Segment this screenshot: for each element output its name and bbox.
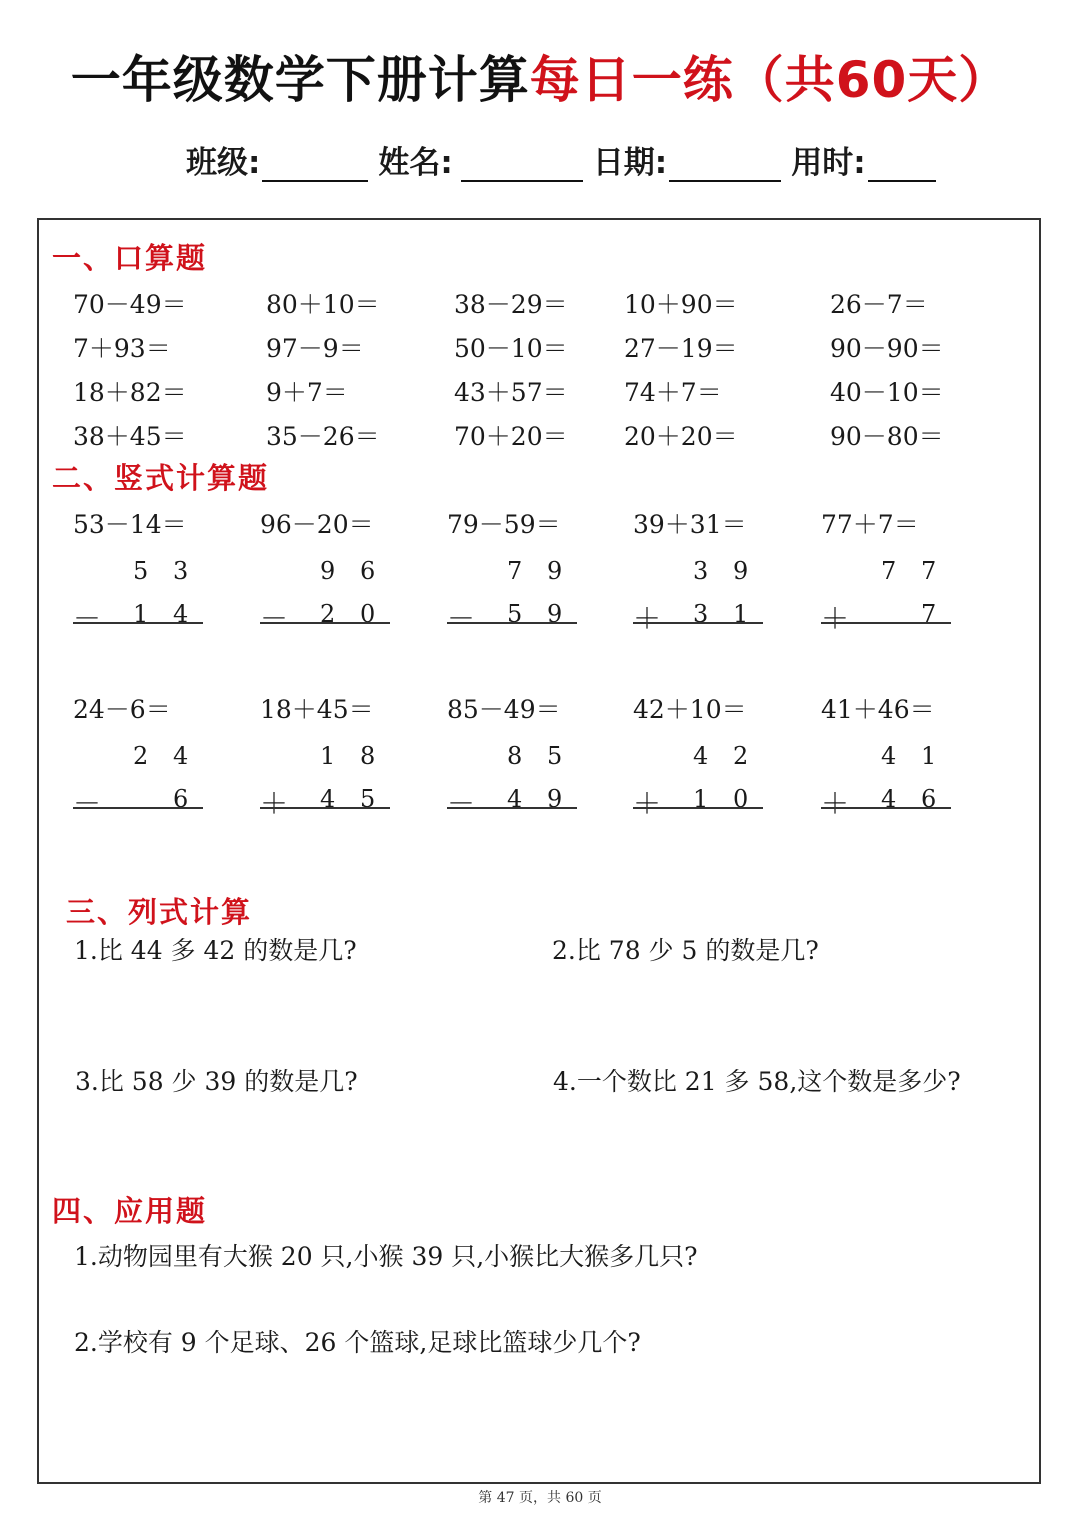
vertical-problem xyxy=(73,505,205,635)
bottom-ones-digit: 9 xyxy=(547,600,563,628)
bottom-ones-digit: 6 xyxy=(921,785,937,813)
class-label: 班级: xyxy=(186,145,261,181)
top-ones-digit: 9 xyxy=(733,557,749,585)
vertical-problem xyxy=(821,690,953,820)
bottom-ones-digit: 0 xyxy=(360,600,376,628)
student-info-line xyxy=(186,138,946,182)
list-question: 2.比 78 少 5 的数是几? xyxy=(552,936,819,965)
applied-question: 1.动物园里有大猴 20 只,小猴 39 只,小猴比大猴多几只? xyxy=(74,1242,698,1271)
answer-line xyxy=(633,622,763,624)
vertical-problem xyxy=(260,505,392,635)
bottom-ones-digit: 0 xyxy=(733,785,749,813)
operator-sign: ＋ xyxy=(633,787,662,820)
bottom-tens-digit: 4 xyxy=(320,785,336,813)
vertical-expression: 79－59＝ xyxy=(447,510,561,539)
vertical-expression: 85－49＝ xyxy=(447,695,561,724)
oral-problem: 26－7＝ xyxy=(830,290,928,319)
top-tens-digit: 1 xyxy=(320,742,336,770)
worksheet-title xyxy=(0,40,1080,112)
answer-line xyxy=(73,807,203,809)
oral-problem: 10＋90＝ xyxy=(624,290,738,319)
top-ones-digit: 2 xyxy=(733,742,749,770)
bottom-tens-digit: 4 xyxy=(507,785,523,813)
operator-sign: － xyxy=(447,602,476,635)
answer-line xyxy=(447,807,577,809)
list-question: 3.比 58 少 39 的数是几? xyxy=(75,1067,358,1096)
top-tens-digit: 3 xyxy=(693,557,709,585)
date-label: 日期: xyxy=(592,145,668,181)
oral-problem: 74＋7＝ xyxy=(624,378,722,407)
oral-problem: 18＋82＝ xyxy=(73,378,187,407)
vertical-expression: 39＋31＝ xyxy=(633,510,747,539)
date-field[interactable] xyxy=(669,146,781,182)
top-ones-digit: 8 xyxy=(360,742,376,770)
top-ones-digit: 9 xyxy=(547,557,563,585)
bottom-tens-digit: 1 xyxy=(133,600,149,628)
top-tens-digit: 7 xyxy=(507,557,523,585)
time-field[interactable] xyxy=(868,146,936,182)
bottom-ones-digit: 5 xyxy=(360,785,376,813)
top-ones-digit: 5 xyxy=(547,742,563,770)
operator-sign: ＋ xyxy=(633,602,662,635)
top-tens-digit: 4 xyxy=(693,742,709,770)
top-tens-digit: 7 xyxy=(881,557,897,585)
oral-problem: 70－49＝ xyxy=(73,290,187,319)
top-ones-digit: 1 xyxy=(921,742,937,770)
bottom-ones-digit: 6 xyxy=(173,785,189,813)
oral-problem: 40－10＝ xyxy=(830,378,944,407)
top-tens-digit: 2 xyxy=(133,742,149,770)
operator-sign: － xyxy=(447,787,476,820)
vertical-problem xyxy=(447,505,579,635)
answer-line xyxy=(73,622,203,624)
answer-line xyxy=(821,807,951,809)
vertical-problem xyxy=(73,690,205,820)
vertical-problem xyxy=(633,505,765,635)
bottom-ones-digit: 1 xyxy=(733,600,749,628)
operator-sign: ＋ xyxy=(821,787,850,820)
section-list-heading: 三、列式计算 xyxy=(66,895,253,929)
applied-question: 2.学校有 9 个足球、26 个篮球,足球比篮球少几个? xyxy=(74,1328,641,1357)
oral-problem: 20＋20＝ xyxy=(624,422,738,451)
top-tens-digit: 5 xyxy=(133,557,149,585)
section-oral-heading: 一、口算题 xyxy=(52,241,208,275)
bottom-tens-digit: 4 xyxy=(881,785,897,813)
operator-sign: － xyxy=(260,602,289,635)
list-question: 1.比 44 多 42 的数是几? xyxy=(74,936,357,965)
oral-problem: 35－26＝ xyxy=(266,422,380,451)
answer-line xyxy=(821,622,951,624)
vertical-expression: 77＋7＝ xyxy=(821,510,919,539)
top-tens-digit: 4 xyxy=(881,742,897,770)
vertical-problem xyxy=(633,690,765,820)
vertical-expression: 41＋46＝ xyxy=(821,695,935,724)
top-ones-digit: 7 xyxy=(921,557,937,585)
oral-problem: 38＋45＝ xyxy=(73,422,187,451)
answer-line xyxy=(633,807,763,809)
name-field[interactable] xyxy=(461,146,583,182)
operator-sign: ＋ xyxy=(821,602,850,635)
title-red-part: 每日一练（共60天） xyxy=(529,51,1010,109)
class-field[interactable] xyxy=(262,146,368,182)
oral-problem: 80＋10＝ xyxy=(266,290,380,319)
bottom-tens-digit: 3 xyxy=(693,600,709,628)
time-label: 用时: xyxy=(791,145,866,181)
vertical-problem xyxy=(260,690,392,820)
oral-problem: 97－9＝ xyxy=(266,334,364,363)
bottom-tens-digit: 2 xyxy=(320,600,336,628)
oral-problem: 70＋20＝ xyxy=(454,422,568,451)
operator-sign: － xyxy=(73,787,102,820)
answer-line xyxy=(447,622,577,624)
vertical-expression: 53－14＝ xyxy=(73,510,187,539)
vertical-expression: 24－6＝ xyxy=(73,695,171,724)
title-black-part: 一年级数学下册计算 xyxy=(70,51,530,109)
bottom-ones-digit: 7 xyxy=(921,600,937,628)
vertical-expression: 42＋10＝ xyxy=(633,695,747,724)
name-label: 姓名: xyxy=(378,145,453,181)
answer-line xyxy=(260,807,390,809)
vertical-expression: 96－20＝ xyxy=(260,510,374,539)
bottom-tens-digit: 5 xyxy=(507,600,523,628)
oral-problem: 90－80＝ xyxy=(830,422,944,451)
operator-sign: ＋ xyxy=(260,787,289,820)
oral-problem: 43＋57＝ xyxy=(454,378,568,407)
bottom-ones-digit: 4 xyxy=(173,600,189,628)
section-applied-heading: 四、应用题 xyxy=(52,1194,208,1228)
top-ones-digit: 4 xyxy=(173,742,189,770)
list-question: 4.一个数比 21 多 58,这个数是多少? xyxy=(553,1067,961,1096)
vertical-problem xyxy=(821,505,953,635)
top-ones-digit: 6 xyxy=(360,557,376,585)
vertical-problem xyxy=(447,690,579,820)
top-tens-digit: 9 xyxy=(320,557,336,585)
section-vertical-heading: 二、竖式计算题 xyxy=(52,461,270,495)
answer-line xyxy=(260,622,390,624)
operator-sign: － xyxy=(73,602,102,635)
oral-problem: 50－10＝ xyxy=(454,334,568,363)
oral-problem: 27－19＝ xyxy=(624,334,738,363)
oral-problem: 9＋7＝ xyxy=(266,378,348,407)
oral-problem: 90－90＝ xyxy=(830,334,944,363)
top-ones-digit: 3 xyxy=(173,557,189,585)
bottom-tens-digit: 1 xyxy=(693,785,709,813)
page-footer: 第 47 页，共 60 页 xyxy=(478,1490,602,1506)
bottom-ones-digit: 9 xyxy=(547,785,563,813)
oral-problem: 7＋93＝ xyxy=(73,334,171,363)
top-tens-digit: 8 xyxy=(507,742,523,770)
vertical-expression: 18＋45＝ xyxy=(260,695,374,724)
oral-problem: 38－29＝ xyxy=(454,290,568,319)
